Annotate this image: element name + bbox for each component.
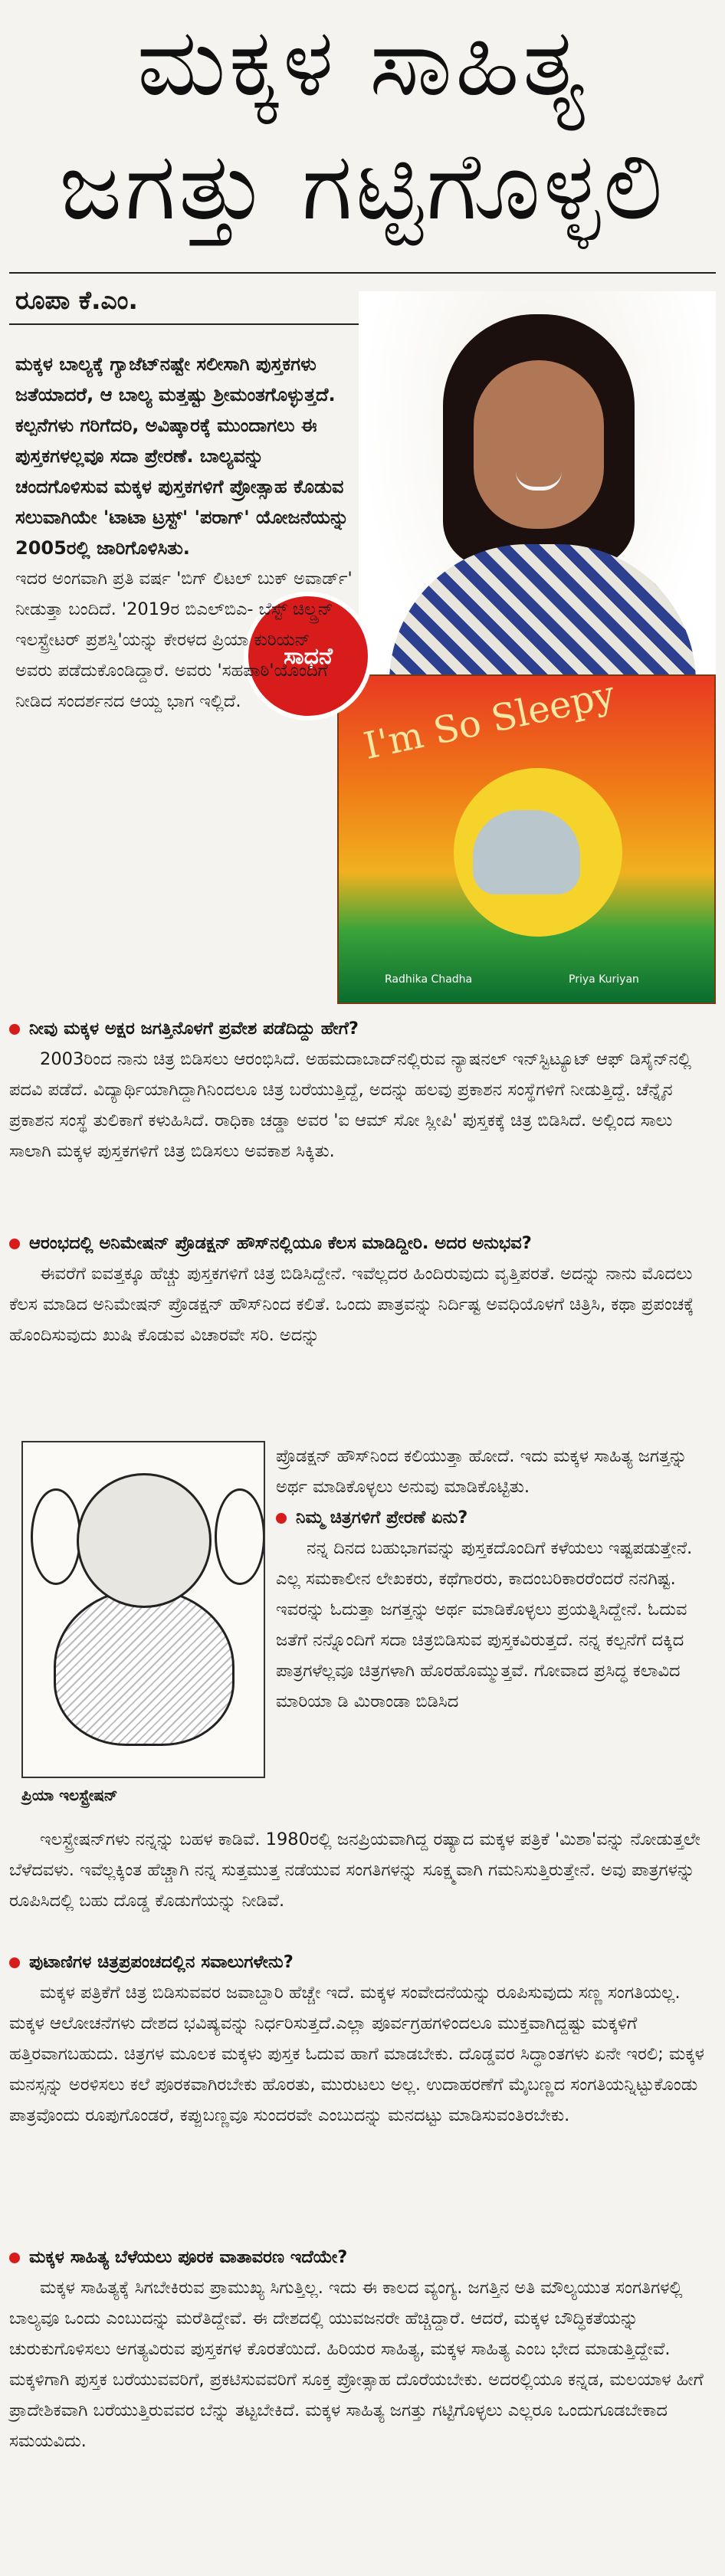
- side-column: [276, 1441, 716, 1717]
- book-author: Radhika Chadha: [385, 973, 473, 986]
- qa-block-5: [9, 2242, 716, 2456]
- intro-paragraph-2: ಇದರ ಅಂಗವಾಗಿ ಪ್ರತಿ ವರ್ಷ 'ಬಿಗ್ ಲಿಟಲ್ ಬುಕ್ ಅವಾರ್ಡ್' ನೀಡುತ್ತಾ ಬಂದಿದೆ. '2019ರ ಬಿಎಲ್‌ಬಿಎ- ಬೆಸ್ಟ್ ಚಿಲ್ಡ್ರನ್ ಇಲಸ್ಟ್ರೇಟರ್ ಪ್ರಶಸ್ತಿ'ಯನ್ನು ಕೇರಳದ ಪ್ರಿಯಾ ಕುರಿಯನ್ ಅವರು ಪಡೆದುಕೊಂಡಿದ್ದಾರೆ. ಅವರು 'ಸಹಪಾಠಿ'ಯೊಂದಿಗೆ ನೀಡಿದ ಸಂದರ್ಶನದ ಆಯ್ದ ಭಾಗ ಇಲ್ಲಿದೆ.: [15, 569, 353, 711]
- book-title: I'm So Sleepy: [359, 673, 619, 768]
- headline: [0, 0, 725, 261]
- bullet-icon: [276, 1513, 287, 1524]
- answer-1: 2003ರಿಂದ ನಾನು ಚಿತ್ರ ಬಿಡಿಸಲು ಆರಂಭಿಸಿದೆ. ಅಹಮದಾಬಾದ್‌ನಲ್ಲಿರುವ ನ್ಯಾಷನಲ್ ಇನ್‌ಸ್ಟಿಟ್ಯೂಟ್ ಆಫ್ ಡಿಸೈನ್‌ನಲ್ಲಿ ಪದವಿ ಪಡೆದೆ. ವಿದ್ಯಾರ್ಥಿಯಾಗಿದ್ದಾಗಿನಿಂದಲೂ ಚಿತ್ರ ಬರೆಯುತ್ತಿದ್ದೆ, ಅದನ್ನು ಹಲವು ಪ್ರಕಾಶನ ಸಂಸ್ಥೆಗಳಿಗೆ ನೀಡುತ್ತಿದ್ದೆ. ಚೆನ್ನೈನ ಪ್ರಕಾಶನ ಸಂಸ್ಥೆ ತುಲಿಕಾಗೆ ಕಳುಹಿಸಿದೆ. ರಾಧಿಕಾ ಚಡ್ಡಾ ಅವರ 'ಐ ಆಮ್ ಸೋ ಸ್ಲೀಪಿ' ಪುಸ್ತಕಕ್ಕೆ ಚಿತ್ರ ಬಿಡಿಸಿದೆ. ಅಲ್ಲಿಂದ ಸಾಲು ಸಾಲಾಗಿ ಮಕ್ಕಳ ಪುಸ್ತಕಗಳಿಗೆ ಚಿತ್ರ ಬಿಡಿಸಲು ಅವಕಾಶ ಸಿಕ್ಕಿತು.: [9, 1049, 692, 1161]
- illustration-image: [21, 1441, 265, 1778]
- intro-text: [15, 349, 353, 717]
- question-4: ಪುಟಾಣಿಗಳ ಚಿತ್ರಪ್ರಪಂಚದಲ್ಲಿನ ಸವಾಲುಗಳೇನು?: [9, 1947, 716, 1977]
- qa-block-4: [9, 1947, 716, 2131]
- answer-4: ಮಕ್ಕಳ ಪತ್ರಿಕೆಗೆ ಚಿತ್ರ ಬಿಡಿಸುವವರ ಜವಾಬ್ದಾರಿ ಹೆಚ್ಚೇ ಇದೆ. ಮಕ್ಕಳ ಸಂವೇದನೆಯನ್ನು ರೂಪಿಸುವುದು ಸಣ್ಣ ಸಂಗತಿಯಲ್ಲ. ಮಕ್ಕಳ ಆಲೋಚನೆಗಳು ದೇಶದ ಭವಿಷ್ಯವನ್ನು ನಿರ್ಧರಿಸುತ್ತದೆ.ಎಲ್ಲಾ ಪೂರ್ವಗ್ರಹಗಳಿಂದಲೂ ಮುಕ್ತವಾಗಿದ್ದಷ್ಟು ಮಕ್ಕಳಿಗೆ ಹತ್ತಿರವಾಗಬಹುದು. ಚಿತ್ರಗಳ ಮೂಲಕ ಮಕ್ಕಳು ಪುಸ್ತಕ ಓದುವ ಹಾಗೆ ಮಾಡಬೇಕು. ದೊಡ್ಡವರ ಸಿದ್ಧಾಂತಗಳು ಏನೇ ಇರಲಿ; ಮಕ್ಕಳ ಮನಸ್ಸನ್ನು ಅರಳಿಸಲು ಕಲೆ ಪೂರಕವಾಗಿರಬೇಕು ಹೊರತು, ಮುರುಟಲು ಅಲ್ಲ. ಉದಾಹರಣೆಗೆ ಮೈಬಣ್ಣದ ಸಂಗತಿಯನ್ನಿಟ್ಟುಕೊಂಡು ಪಾತ್ರವೊಂದು ರೂಪುಗೊಂಡರೆ, ಕಪ್ಪುಬಣ್ಣವೂ ಸುಂದರವೇ ಎಂಬುದನ್ನು ಮನದಟ್ಟು ಮಾಡಿಸುವಂತಿರಬೇಕು.: [9, 1983, 704, 2125]
- elephant-illustration: [473, 810, 580, 894]
- author-photo: [359, 291, 716, 720]
- achievement-badge: ಸಾಧನೆ: [244, 592, 372, 720]
- qa-block-1: [9, 1013, 716, 1167]
- answer-5: ಮಕ್ಕಳ ಸಾಹಿತ್ಯಕ್ಕೆ ಸಿಗಬೇಕಿರುವ ಪ್ರಾಮುಖ್ಯ ಸಿಗುತ್ತಿಲ್ಲ. ಇದು ಈ ಕಾಲದ ವ್ಯಂಗ್ಯ. ಜಗತ್ತಿನ ಅತಿ ಮೌಲ್ಯಯುತ ಸಂಗತಿಗಳಲ್ಲಿ ಬಾಲ್ಯವೂ ಒಂದು ಎಂಬುದನ್ನು ಮರೆತಿದ್ದೇವೆ. ಈ ದೇಶದಲ್ಲಿ ಯುವಜನರೇ ಹೆಚ್ಚಿದ್ದಾರೆ. ಆದರೆ, ಮಕ್ಕಳ ಬೌದ್ಧಿಕತೆಯನ್ನು ಚುರುಕುಗೊಳಿಸಲು ಅಗತ್ಯವಿರುವ ಪುಸ್ತಕಗಳ ಕೊರತೆಯಿದೆ. ಹಿರಿಯರ ಸಾಹಿತ್ಯ, ಮಕ್ಕಳ ಸಾಹಿತ್ಯ ಎಂಬ ಭೇದ ಮಾಡುತ್ತಿದ್ದೇವೆ. ಮಕ್ಕಳಿಗಾಗಿ ಪುಸ್ತಕ ಬರೆಯುವವರಿಗೆ, ಪ್ರಕಟಿಸುವವರಿಗೆ ಸೂಕ್ತ ಪ್ರೋತ್ಸಾಹ ದೊರೆಯಬೇಕು. ಅದರಲ್ಲಿಯೂ ಕನ್ನಡ, ಮಲಯಾಳ ಹೀಗೆ ಪ್ರಾದೇಶಿಕವಾಗಿ ಬರೆಯುತ್ತಿರುವವರ ಬೆನ್ನು ತಟ್ಟಬೇಕಿದೆ. ಮಕ್ಕಳ ಸಾಹಿತ್ಯ ಜಗತ್ತು ಗಟ್ಟಿಗೊಳ್ಳಲು ಎಲ್ಲರೂ ಒಂದುಗೂಡಬೇಕಾದ ಸಮಯವಿದು.: [9, 2278, 704, 2451]
- bullet-icon: [9, 1957, 20, 1968]
- book-cover-image: [337, 674, 716, 1004]
- bullet-icon: [9, 1024, 20, 1035]
- question-1: ನೀವು ಮಕ್ಕಳ ಅಕ್ಷರ ಜಗತ್ತಿನೊಳಗೆ ಪ್ರವೇಶ ಪಡೆದಿದ್ದು ಹೇಗೆ?: [9, 1013, 716, 1044]
- qa-block-2: [9, 1228, 716, 1350]
- bullet-icon: [9, 1239, 20, 1249]
- headline-line-1: ಮಕ್ಕಳ ಸಾಹಿತ್ಯ: [136, 8, 589, 116]
- book-illustrator: Priya Kuriyan: [569, 973, 639, 986]
- answer-2: ಈವರೆಗೆ ಐವತ್ತಕ್ಕೂ ಹೆಚ್ಚು ಪುಸ್ತಕಗಳಿಗೆ ಚಿತ್ರ ಬಿಡಿಸಿದ್ದೇನೆ. ಇವೆಲ್ಲದರ ಹಿಂದಿರುವುದು ವೃತ್ತಿಪರತೆ. ಅದನ್ನು ನಾನು ಮೊದಲು ಕೆಲಸ ಮಾಡಿದ ಅನಿಮೇಷನ್ ಪ್ರೊಡಕ್ಷನ್ ಹೌಸ್‌ನಿಂದ ಕಲಿತೆ. ಒಂದು ಪಾತ್ರವನ್ನು ನಿರ್ದಿಷ್ಟ ಅವಧಿಯೊಳಗೆ ಚಿತ್ರಿಸಿ, ಕಥಾ ಪ್ರಪಂಚಕ್ಕೆ ಹೊಂದಿಸುವುದು ಖುಷಿ ಕೊಡುವ ವಿಚಾರವೇ ಸರಿ. ಅದನ್ನು: [9, 1264, 694, 1345]
- intro-paragraph-1: ಮಕ್ಕಳ ಬಾಲ್ಯಕ್ಕೆ ಗ್ಯಾಜೆಟ್‌ನಷ್ಟೇ ಸಲೀಸಾಗಿ ಪುಸ್ತಕಗಳು ಜತೆಯಾದರೆ, ಆ ಬಾಲ್ಯ ಮತ್ತಷ್ಟು ಶ್ರೀಮಂತಗೊಳ್ಳುತ್ತದೆ. ಕಲ್ಪನೆಗಳು ಗರಿಗೆದರಿ, ಅವಿಷ್ಕಾರಕ್ಕೆ ಮುಂದಾಗಲು ಈ ಪುಸ್ತಕಗಳಲ್ಲವೂ ಸದಾ ಪ್ರೇರಣೆ. ಬಾಲ್ಯವನ್ನು ಚಂದಗೊಳಿಸುವ ಮಕ್ಕಳ ಪುಸ್ತಕಗಳಿಗೆ ಪ್ರೋತ್ಸಾಹ ಕೊಡುವ ಸಲುವಾಗಿಯೇ 'ಟಾಟಾ ಟ್ರಸ್ಟ್' 'ಪರಾಗ್' ಯೋಜನೆಯನ್ನು 2005ರಲ್ಲಿ ಜಾರಿಗೊಳಿಸಿತು.: [15, 353, 349, 559]
- answer-3: ನನ್ನ ದಿನದ ಬಹುಭಾಗವನ್ನು ಪುಸ್ತಕದೊಂದಿಗೆ ಕಳೆಯಲು ಇಷ್ಟಪಡುತ್ತೇನೆ. ಎಲ್ಲ ಸಮಕಾಲೀನ ಲೇಖಕರು, ಕಥೆಗಾರರು, ಕಾದಂಬರಿಕಾರರೆಂದರೆ ನನಗಿಷ್ಟ. ಇವರನ್ನು ಓದುತ್ತಾ ಜಗತ್ತನ್ನು ಅರ್ಥ ಮಾಡಿಕೊಳ್ಳಲು ಪ್ರಯತ್ನಿಸಿದ್ದೇನೆ. ಓದುವ ಜತೆಗೆ ನನ್ನೊಂದಿಗೆ ಸದಾ ಚಿತ್ರಬಿಡಿಸುವ ಪುಸ್ತಕವಿರುತ್ತದೆ. ನನ್ನ ಕಲ್ಪನೆಗೆ ದಕ್ಕಿದ ಪಾತ್ರಗಳೆಲ್ಲವೂ ಚಿತ್ರಗಳಾಗಿ ಹೊರಹೊಮ್ಮುತ್ತವೆ. ಗೋವಾದ ಪ್ರಸಿದ್ಧ ಕಲಾವಿದ ಮಾರಿಯಾ ಡಿ ಮಿರಾಂಡಾ ಬಿಡಿಸಿದ: [276, 1538, 693, 1711]
- illustration-caption: ಪ್ರಿಯಾ ಇಲಸ್ಟ್ರೇಷನ್: [21, 1786, 118, 1804]
- question-3: ನಿಮ್ಮ ಚಿತ್ರಗಳಿಗೆ ಪ್ರೇರಣೆ ಏನು?: [276, 1502, 716, 1533]
- bullet-icon: [9, 2253, 20, 2263]
- qa-block-3-continued: [9, 1824, 716, 1916]
- answer-2-continued: ಪ್ರೊಡಕ್ಷನ್ ಹೌಸ್‌ನಿಂದ ಕಲಿಯುತ್ತಾ ಹೋದೆ. ಇದು ಮಕ್ಕಳ ಸಾಹಿತ್ಯ ಜಗತ್ತನ್ನು ಅರ್ಥ ಮಾಡಿಕೊಳ್ಳಲು ಅನುವು ಮಾಡಿಕೊಟ್ಟಿತು.: [276, 1446, 687, 1497]
- headline-line-2: ಜಗತ್ತು ಗಟ್ಟಿಗೊಳ್ಳಲಿ: [59, 132, 666, 241]
- question-5: ಮಕ್ಕಳ ಸಾಹಿತ್ಯ ಬೆಳೆಯಲು ಪೂರಕ ವಾತಾವರಣ ಇದೆಯೇ?: [9, 2242, 716, 2272]
- question-2: ಆರಂಭದಲ್ಲಿ ಅನಿಮೇಷನ್ ಪ್ರೊಡಕ್ಷನ್ ಹೌಸ್‌ನಲ್ಲಿಯೂ ಕೆಲಸ ಮಾಡಿದ್ದೀರಿ. ಅದರ ಅನುಭವ?: [9, 1228, 716, 1258]
- answer-3-continued: ಇಲಸ್ಟ್ರೇಷನ್‌ಗಳು ನನ್ನನ್ನು ಬಹಳ ಕಾಡಿವೆ. 1980ರಲ್ಲಿ ಜನಪ್ರಿಯವಾಗಿದ್ದ ರಷ್ಯಾದ ಮಕ್ಕಳ ಪತ್ರಿಕೆ 'ಮಿಶಾ'ವನ್ನು ನೋಡುತ್ತಲೇ ಬೆಳೆದವಳು. ಇವೆಲ್ಲಕ್ಕಿಂತ ಹೆಚ್ಚಾಗಿ ನನ್ನ ಸುತ್ತಮುತ್ತ ನಡೆಯುವ ಸಂಗತಿಗಳನ್ನು ಸೂಕ್ಷ್ಮವಾಗಿ ಗಮನಿಸುತ್ತಿರುತ್ತೇನೆ. ಅವು ಪಾತ್ರಗಳನ್ನು ರೂಪಿಸಿದಲ್ಲಿ ಬಹು ದೊಡ್ಡ ಕೊಡುಗೆಯನ್ನು ನೀಡಿವೆ.: [9, 1829, 700, 1911]
- byline: ರೂಪಾ ಕೆ.ಎಂ.: [15, 285, 138, 315]
- divider: [9, 272, 716, 274]
